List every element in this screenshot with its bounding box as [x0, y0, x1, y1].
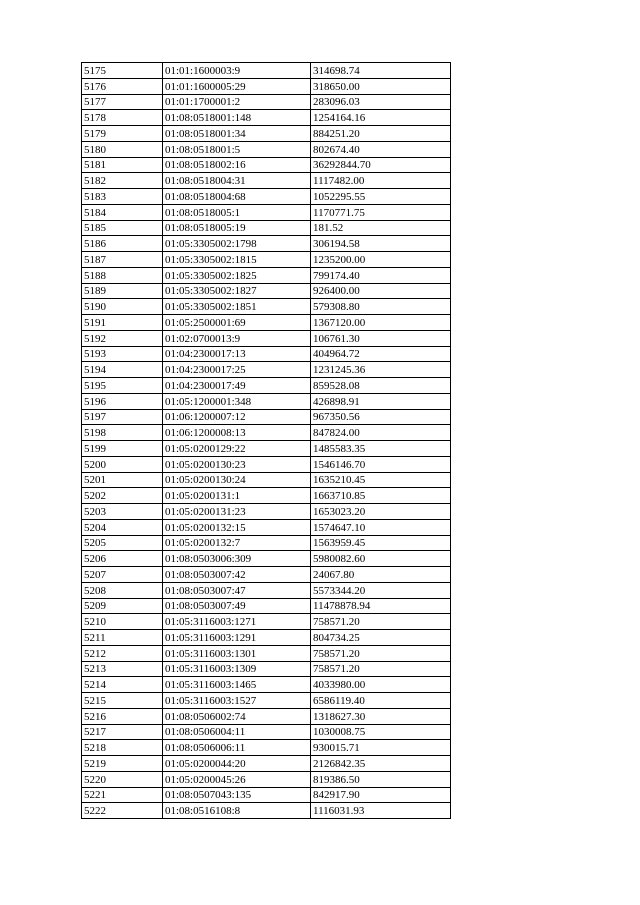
value-cell: 1563959.45 — [311, 535, 451, 551]
cadastral-number-cell: 01:08:0506004:11 — [163, 724, 311, 740]
row-number-cell: 5192 — [82, 330, 163, 346]
row-number-cell: 5191 — [82, 315, 163, 331]
table-row — [82, 771, 451, 787]
row-number-cell: 5193 — [82, 346, 163, 362]
value-cell: 6586119.40 — [311, 693, 451, 709]
cadastral-number-cell: 01:05:3116003:1301 — [163, 645, 311, 661]
row-number-cell: 5213 — [82, 661, 163, 677]
row-number-cell: 5187 — [82, 252, 163, 268]
table-row — [82, 283, 451, 299]
cadastral-number-cell: 01:05:0200130:23 — [163, 456, 311, 472]
table-row — [82, 441, 451, 457]
value-cell: 884251.20 — [311, 126, 451, 142]
value-cell: 283096.03 — [311, 94, 451, 110]
cadastral-number-cell: 01:05:3116003:1465 — [163, 677, 311, 693]
table-row — [82, 614, 451, 630]
row-number-cell: 5189 — [82, 283, 163, 299]
table-row — [82, 567, 451, 583]
value-cell: 758571.20 — [311, 661, 451, 677]
cadastral-number-cell: 01:05:3305002:1815 — [163, 252, 311, 268]
table-row — [82, 756, 451, 772]
cadastral-number-cell: 01:05:1200001:348 — [163, 393, 311, 409]
table-row — [82, 141, 451, 157]
cadastral-number-cell: 01:05:3305002:1851 — [163, 299, 311, 315]
row-number-cell: 5215 — [82, 693, 163, 709]
cadastral-number-cell: 01:05:0200131:23 — [163, 504, 311, 520]
row-number-cell: 5222 — [82, 803, 163, 819]
value-cell: 426898.91 — [311, 393, 451, 409]
row-number-cell: 5204 — [82, 519, 163, 535]
cadastral-number-cell: 01:08:0516108:8 — [163, 803, 311, 819]
row-number-cell: 5206 — [82, 551, 163, 567]
row-number-cell: 5202 — [82, 488, 163, 504]
cadastral-number-cell: 01:05:0200132:15 — [163, 519, 311, 535]
row-number-cell: 5216 — [82, 708, 163, 724]
row-number-cell: 5190 — [82, 299, 163, 315]
row-number-cell: 5180 — [82, 141, 163, 157]
value-cell: 181.52 — [311, 220, 451, 236]
table-row — [82, 504, 451, 520]
row-number-cell: 5183 — [82, 189, 163, 205]
table-row — [82, 693, 451, 709]
data-table — [81, 62, 451, 819]
table-row — [82, 267, 451, 283]
table-row — [82, 425, 451, 441]
value-cell: 758571.20 — [311, 645, 451, 661]
value-cell: 799174.40 — [311, 267, 451, 283]
value-cell: 11478878.94 — [311, 598, 451, 614]
table-row — [82, 724, 451, 740]
table-row — [82, 645, 451, 661]
value-cell: 106761.30 — [311, 330, 451, 346]
table-row — [82, 157, 451, 173]
cadastral-number-cell: 01:05:3116003:1291 — [163, 630, 311, 646]
row-number-cell: 5211 — [82, 630, 163, 646]
row-number-cell: 5184 — [82, 204, 163, 220]
cadastral-number-cell: 01:05:3305002:1825 — [163, 267, 311, 283]
table-row — [82, 661, 451, 677]
table-row — [82, 472, 451, 488]
row-number-cell: 5179 — [82, 126, 163, 142]
row-number-cell: 5208 — [82, 582, 163, 598]
value-cell: 1116031.93 — [311, 803, 451, 819]
cadastral-number-cell: 01:08:0518001:34 — [163, 126, 311, 142]
table-row — [82, 803, 451, 819]
value-cell: 1318627.30 — [311, 708, 451, 724]
table-row — [82, 456, 451, 472]
row-number-cell: 5214 — [82, 677, 163, 693]
row-number-cell: 5181 — [82, 157, 163, 173]
cadastral-number-cell: 01:04:2300017:25 — [163, 362, 311, 378]
value-cell: 1254164.16 — [311, 110, 451, 126]
cadastral-number-cell: 01:05:3305002:1798 — [163, 236, 311, 252]
cadastral-number-cell: 01:08:0503007:47 — [163, 582, 311, 598]
cadastral-number-cell: 01:08:0518004:68 — [163, 189, 311, 205]
row-number-cell: 5188 — [82, 267, 163, 283]
cadastral-number-cell: 01:05:3116003:1271 — [163, 614, 311, 630]
cadastral-number-cell: 01:05:3116003:1527 — [163, 693, 311, 709]
value-cell: 1117482.00 — [311, 173, 451, 189]
cadastral-number-cell: 01:08:0503007:42 — [163, 567, 311, 583]
table-row — [82, 220, 451, 236]
table-row — [82, 677, 451, 693]
value-cell: 579308.80 — [311, 299, 451, 315]
cadastral-number-cell: 01:08:0518001:148 — [163, 110, 311, 126]
table-row — [82, 110, 451, 126]
cadastral-number-cell: 01:05:0200045:26 — [163, 771, 311, 787]
value-cell: 1052295.55 — [311, 189, 451, 205]
row-number-cell: 5176 — [82, 78, 163, 94]
value-cell: 967350.56 — [311, 409, 451, 425]
value-cell: 2126842.35 — [311, 756, 451, 772]
row-number-cell: 5182 — [82, 173, 163, 189]
row-number-cell: 5185 — [82, 220, 163, 236]
table-row — [82, 63, 451, 79]
row-number-cell: 5201 — [82, 472, 163, 488]
value-cell: 847824.00 — [311, 425, 451, 441]
table-row — [82, 409, 451, 425]
table-row — [82, 787, 451, 803]
cadastral-number-cell: 01:08:0507043:135 — [163, 787, 311, 803]
row-number-cell: 5207 — [82, 567, 163, 583]
table-row — [82, 598, 451, 614]
value-cell: 1231245.36 — [311, 362, 451, 378]
row-number-cell: 5196 — [82, 393, 163, 409]
value-cell: 318650.00 — [311, 78, 451, 94]
table-row — [82, 173, 451, 189]
value-cell: 804734.25 — [311, 630, 451, 646]
value-cell: 1546146.70 — [311, 456, 451, 472]
cadastral-number-cell: 01:08:0518005:1 — [163, 204, 311, 220]
row-number-cell: 5194 — [82, 362, 163, 378]
value-cell: 1653023.20 — [311, 504, 451, 520]
value-cell: 1663710.85 — [311, 488, 451, 504]
cadastral-number-cell: 01:08:0506002:74 — [163, 708, 311, 724]
table-row — [82, 299, 451, 315]
value-cell: 758571.20 — [311, 614, 451, 630]
row-number-cell: 5210 — [82, 614, 163, 630]
row-number-cell: 5200 — [82, 456, 163, 472]
cadastral-number-cell: 01:08:0503007:49 — [163, 598, 311, 614]
cadastral-number-cell: 01:08:0518005:19 — [163, 220, 311, 236]
cadastral-number-cell: 01:08:0518004:31 — [163, 173, 311, 189]
cadastral-number-cell: 01:08:0506006:11 — [163, 740, 311, 756]
value-cell: 5980082.60 — [311, 551, 451, 567]
value-cell: 314698.74 — [311, 63, 451, 79]
table-row — [82, 630, 451, 646]
cadastral-number-cell: 01:06:1200008:13 — [163, 425, 311, 441]
cadastral-number-cell: 01:05:3116003:1309 — [163, 661, 311, 677]
value-cell: 930015.71 — [311, 740, 451, 756]
cadastral-number-cell: 01:05:0200130:24 — [163, 472, 311, 488]
row-number-cell: 5199 — [82, 441, 163, 457]
row-number-cell: 5197 — [82, 409, 163, 425]
table-row — [82, 252, 451, 268]
value-cell: 1235200.00 — [311, 252, 451, 268]
cadastral-number-cell: 01:01:1600003:9 — [163, 63, 311, 79]
cadastral-number-cell: 01:08:0518002:16 — [163, 157, 311, 173]
row-number-cell: 5198 — [82, 425, 163, 441]
table-row — [82, 94, 451, 110]
row-number-cell: 5177 — [82, 94, 163, 110]
row-number-cell: 5220 — [82, 771, 163, 787]
cadastral-number-cell: 01:05:0200132:7 — [163, 535, 311, 551]
cadastral-number-cell: 01:05:0200129:22 — [163, 441, 311, 457]
table-row — [82, 204, 451, 220]
row-number-cell: 5195 — [82, 378, 163, 394]
row-number-cell: 5217 — [82, 724, 163, 740]
cadastral-number-cell: 01:05:2500001:69 — [163, 315, 311, 331]
value-cell: 306194.58 — [311, 236, 451, 252]
row-number-cell: 5218 — [82, 740, 163, 756]
table-row — [82, 519, 451, 535]
value-cell: 1367120.00 — [311, 315, 451, 331]
row-number-cell: 5221 — [82, 787, 163, 803]
table-row — [82, 708, 451, 724]
value-cell: 802674.40 — [311, 141, 451, 157]
row-number-cell: 5219 — [82, 756, 163, 772]
table-row — [82, 488, 451, 504]
value-cell: 1635210.45 — [311, 472, 451, 488]
cadastral-number-cell: 01:06:1200007:12 — [163, 409, 311, 425]
cadastral-number-cell: 01:08:0518001:5 — [163, 141, 311, 157]
value-cell: 5573344.20 — [311, 582, 451, 598]
value-cell: 404964.72 — [311, 346, 451, 362]
cadastral-number-cell: 01:04:2300017:49 — [163, 378, 311, 394]
table-row — [82, 236, 451, 252]
table-row — [82, 346, 451, 362]
row-number-cell: 5205 — [82, 535, 163, 551]
value-cell: 1574647.10 — [311, 519, 451, 535]
cadastral-number-cell: 01:05:3305002:1827 — [163, 283, 311, 299]
value-cell: 926400.00 — [311, 283, 451, 299]
row-number-cell: 5175 — [82, 63, 163, 79]
table-row — [82, 126, 451, 142]
table-row — [82, 535, 451, 551]
table-row — [82, 582, 451, 598]
cadastral-number-cell: 01:01:1600005:29 — [163, 78, 311, 94]
table-row — [82, 189, 451, 205]
value-cell: 1030008.75 — [311, 724, 451, 740]
table-row — [82, 393, 451, 409]
value-cell: 4033980.00 — [311, 677, 451, 693]
value-cell: 36292844.70 — [311, 157, 451, 173]
table-row — [82, 78, 451, 94]
row-number-cell: 5186 — [82, 236, 163, 252]
row-number-cell: 5212 — [82, 645, 163, 661]
value-cell: 842917.90 — [311, 787, 451, 803]
cadastral-number-cell: 01:05:0200131:1 — [163, 488, 311, 504]
row-number-cell: 5203 — [82, 504, 163, 520]
cadastral-number-cell: 01:04:2300017:13 — [163, 346, 311, 362]
cadastral-number-cell: 01:05:0200044:20 — [163, 756, 311, 772]
value-cell: 1485583.35 — [311, 441, 451, 457]
cadastral-number-cell: 01:02:0700013:9 — [163, 330, 311, 346]
value-cell: 1170771.75 — [311, 204, 451, 220]
table-body — [82, 63, 451, 819]
table-row — [82, 330, 451, 346]
cadastral-number-cell: 01:01:1700001:2 — [163, 94, 311, 110]
row-number-cell: 5209 — [82, 598, 163, 614]
cadastral-number-cell: 01:08:0503006:309 — [163, 551, 311, 567]
table-row — [82, 315, 451, 331]
value-cell: 859528.08 — [311, 378, 451, 394]
table-row — [82, 378, 451, 394]
table-row — [82, 740, 451, 756]
table-row — [82, 362, 451, 378]
value-cell: 24067.80 — [311, 567, 451, 583]
table-row — [82, 551, 451, 567]
row-number-cell: 5178 — [82, 110, 163, 126]
value-cell: 819386.50 — [311, 771, 451, 787]
